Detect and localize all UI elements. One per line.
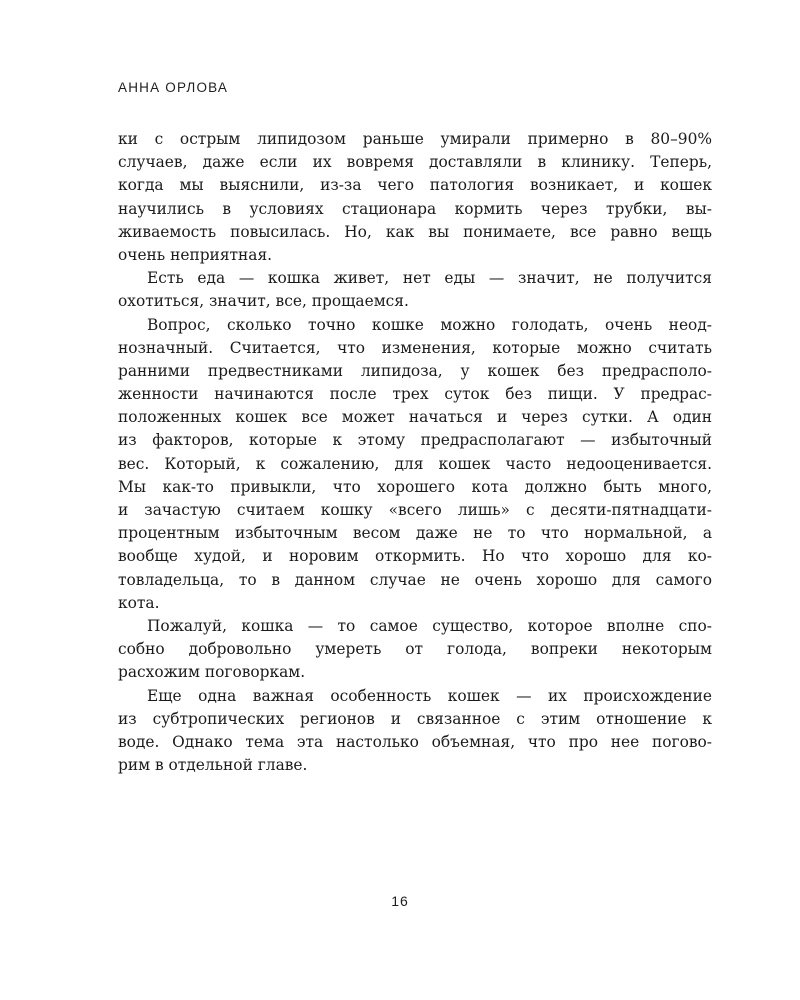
text-line: научились в условиях стационара кормить через трубки, вы- (118, 199, 712, 218)
paragraph (118, 314, 712, 615)
text-line: нозначный. Считается, что изменения, которые можно считать (118, 338, 712, 357)
text-line: и зачастую считаем кошку «всего лишь» с десяти-пятнадцати- (118, 501, 712, 519)
text-line: рим в отдельной главе. (118, 756, 308, 775)
text-line: собно добровольно умереть от голода, вопреки некоторым (118, 640, 712, 659)
text-line: когда мы выяснили, из-за чего патология возникает, и кошек (118, 176, 712, 195)
text-line: из субтропических регионов и связанное с этим отношение к (118, 709, 712, 728)
text-line: кота. (118, 593, 160, 612)
text-line: вес. Который, к сожалению, для кошек часто недооценивается. (118, 454, 712, 473)
running-head-author: АННА ОРЛОВА (118, 80, 229, 95)
text-line: товладельца, то в данном случае не очень хорошо для самого (118, 570, 712, 589)
text-line: положенных кошек все может начаться и через сутки. А один (118, 408, 712, 427)
text-line: живаемость повысилась. Но, как вы понимаете, все равно вещь (118, 222, 712, 241)
paragraph (118, 615, 712, 685)
text-line: расхожим поговоркам. (118, 663, 306, 682)
text-line: случаев, даже если их вовремя доставляли в клинику. Теперь, (118, 153, 712, 172)
paragraph (118, 267, 712, 313)
text-line: охотиться, значит, все, прощаемся. (118, 292, 409, 311)
text-line: из факторов, которые к этому предрасполагают — избыточный (118, 431, 712, 450)
text-line: женности начинаются после трех суток без пищи. У предрас- (118, 385, 712, 404)
paragraph (118, 128, 712, 267)
text-line: вообще худой, и норовим откормить. Но что хорошо для ко- (118, 547, 712, 566)
text-line: процентным избыточным весом даже не то что нормальной, а (118, 524, 712, 543)
text-line: Есть еда — кошка живет, нет еды — значит, не получится (147, 269, 712, 288)
paragraph (118, 685, 712, 778)
text-line: ки с острым липидозом раньше умирали примерно в 80–90% (118, 130, 712, 148)
text-line: Пожалуй, кошка — то самое существо, которое вполне спо- (147, 616, 712, 635)
text-line: очень неприятная. (118, 245, 273, 264)
page-number: 16 (391, 893, 409, 909)
text-line: ранними предвестниками липидоза, у кошек без предрасполо- (118, 361, 712, 380)
text-line: Еще одна важная особенность кошек — их происхождение (147, 686, 712, 705)
text-line: Вопрос, сколько точно кошке можно голодать, очень неод- (147, 315, 712, 334)
text-line: воде. Однако тема эта настолько объемная, что про нее погово- (118, 732, 712, 751)
text-line: Мы как-то привыкли, что хорошего кота должно быть много, (118, 477, 712, 496)
body-text (118, 128, 712, 777)
